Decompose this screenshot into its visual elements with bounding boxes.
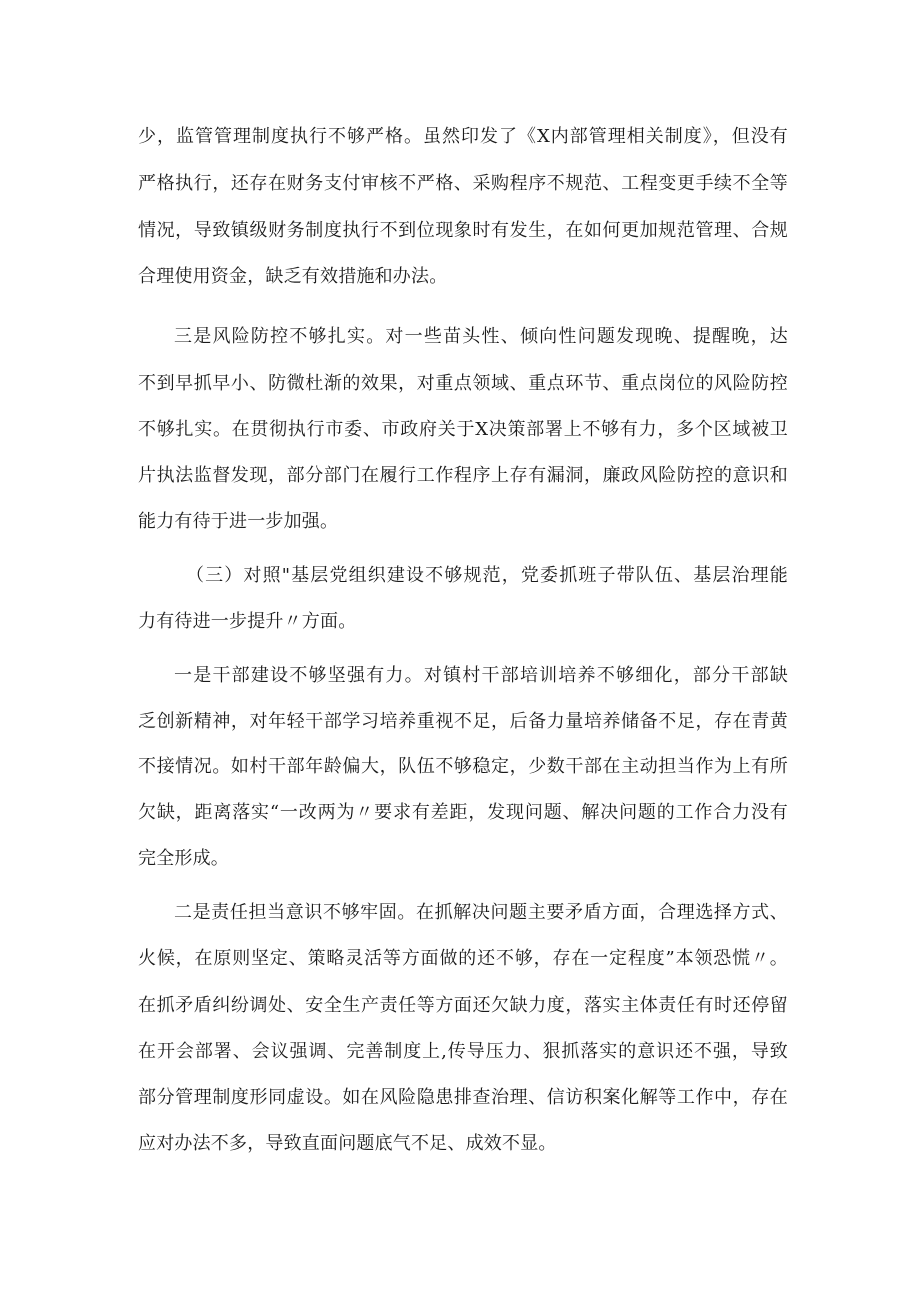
paragraph-4-line-3: 不接情况。如村干部年龄偏大，队伍不够稳定，少数干部在主动担当作为上有所 <box>138 756 788 777</box>
paragraph-1-line-2: 严格执行，还存在财务支付审核不严格、采购程序不规范、工程变更手续不全等 <box>138 173 788 194</box>
section-3-heading-line-2: 力有待进一步提升〃方面。 <box>138 611 357 632</box>
paragraph-5-line-4: 在开会部署、会议强调、完善制度上,传导压力、狠抓落实的意识还不强，导致 <box>138 1041 788 1062</box>
paragraph-5-line-6: 应对办法不多，导致直面问题底气不足、成效不显。 <box>138 1133 557 1154</box>
paragraph-4-line-5: 完全形成。 <box>138 848 229 869</box>
section-3-heading-line-1: （三）对照"基层党组织建设不够规范，党委抓班子带队伍、基层治理能 <box>186 565 788 586</box>
paragraph-2-line-4: 片执法监督发现，部分部门在履行工作程序上存有漏洞，廉政风险防控的意识和 <box>138 465 788 486</box>
paragraph-4-line-4: 欠缺，距离落实“一改两为〃要求有差距，发现问题、解决问题的工作合力没有 <box>138 802 788 823</box>
paragraph-5-line-1: 二是责任担当意识不够牢固。在抓解决问题主要矛盾方面，合理选择方式、 <box>174 902 788 923</box>
paragraph-1-line-1: 少，监管管理制度执行不够严格。虽然印发了《X内部管理相关制度》，但没有 <box>138 126 788 147</box>
paragraph-5-line-5: 部分管理制度形同虚设。如在风险隐患排查治理、信访积案化解等工作中，存在 <box>138 1087 788 1108</box>
paragraph-2-line-2: 不到早抓早小、防微杜渐的效果，对重点领域、重点环节、重点岗位的风险防控 <box>138 373 788 394</box>
paragraph-2-line-5: 能力有待于进一步加强。 <box>138 511 339 532</box>
paragraph-4-line-1: 一是干部建设不够坚强有力。对镇村干部培训培养不够细化，部分干部缺 <box>174 665 788 686</box>
paragraph-2-line-3: 不够扎实。在贯彻执行市委、市政府关于X决策部署上不够有力，多个区域被卫 <box>138 419 788 440</box>
paragraph-4-line-2: 乏创新精神，对年轻干部学习培养重视不足，后备力量培养储备不足，存在青黄 <box>138 711 788 732</box>
paragraph-1-line-4: 合理使用资金，缺乏有效措施和办法。 <box>138 266 448 287</box>
paragraph-5-line-2: 火候，在原则坚定、策略灵活等方面做的还不够，存在一定程度”本领恐慌〃。 <box>138 948 788 969</box>
paragraph-2-line-1: 三是风险防控不够扎实。对一些苗头性、倾向性问题发现晚、提醒晚，达 <box>174 326 788 347</box>
paragraph-1-line-3: 情况，导致镇级财务制度执行不到位现象时有发生，在如何更加规范管理、合规 <box>138 220 788 241</box>
paragraph-5-line-3: 在抓矛盾纠纷调处、安全生产责任等方面还欠缺力度，落实主体责任有时还停留 <box>138 995 788 1016</box>
